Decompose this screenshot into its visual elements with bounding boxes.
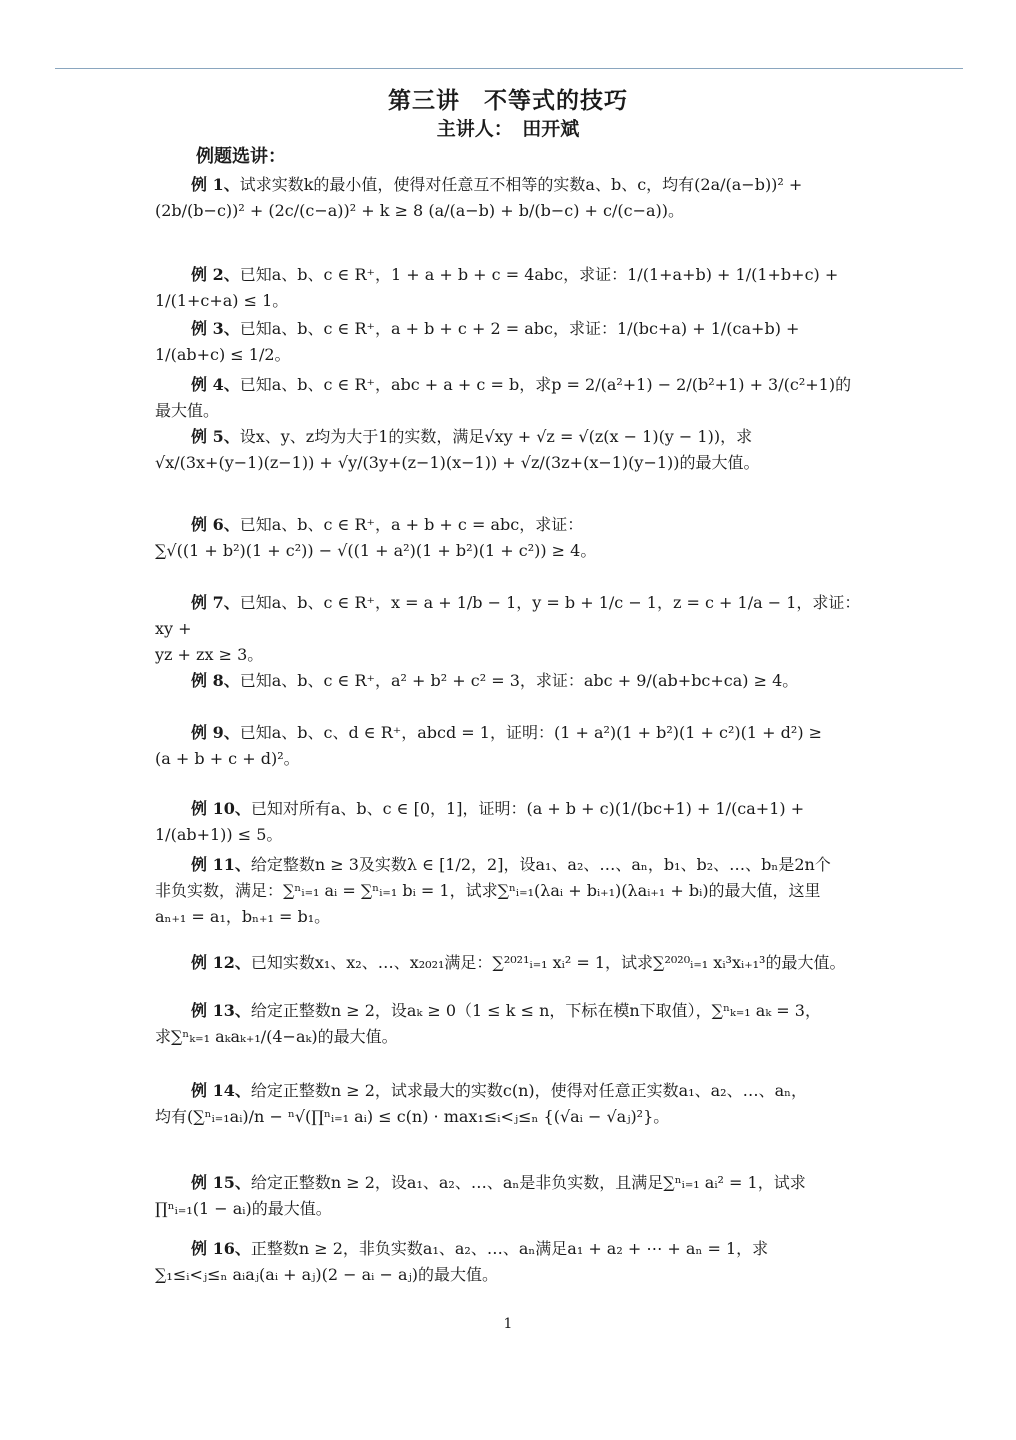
problem-text: 正整数n ≥ 2，非负实数a₁、a₂、…、aₙ满足a₁ + a₂ + ⋯ + aₙ = 1，求 [250,1239,769,1258]
problem-5 [155,424,867,476]
problem-text: 给定正整数n ≥ 2，设aₖ ≥ 0（1 ≤ k ≤ n，下标在模n下取值），∑ⁿₖ₌₁ aₖ = 3， [250,1001,821,1020]
problem-12 [155,950,867,976]
problem-label: 例 11、 [191,855,251,874]
problem-text: 设x、y、z均为大于1的实数，满足√xy + √z = √(z(x − 1)(y − 1))，求 [239,427,753,446]
problem-text: 已知a、b、c ∈ R⁺，a² + b² + c² = 3，求证：abc + 9/(ab+bc+ca) ≥ 4。 [239,671,799,690]
problem-label: 例 14、 [191,1081,251,1100]
problem-text: 已知a、b、c ∈ R⁺，a + b + c = abc，求证： [239,515,584,534]
problem-text: 已知a、b、c ∈ R⁺，x = a + 1/b − 1，y = b + 1/c − 1，z = c + 1/a − 1，求证：xy + [155,593,861,638]
problem-text: 均有(∑ⁿᵢ₌₁aᵢ)/n − ⁿ√(∏ⁿᵢ₌₁ aᵢ) ≤ c(n) · max₁≤ᵢ<ⱼ≤ₙ {(√aᵢ − √aⱼ)²}。 [155,1107,670,1126]
problem-3 [155,316,867,368]
problem-text: yz + zx ≥ 3。 [155,645,264,664]
problem-label: 例 16、 [191,1239,251,1258]
problem-text: 试求实数k的最小值，使得对任意互不相等的实数a、b、c，均有(2a/(a−b))² + [239,175,803,194]
problem-text: ∑√((1 + b²)(1 + c²)) − √((1 + a²)(1 + b²)(1 + c²)) ≥ 4。 [155,541,597,560]
lecturer-line: 主讲人： 田开斌 [436,118,580,140]
problem-text: 非负实数，满足：∑ⁿᵢ₌₁ aᵢ = ∑ⁿᵢ₌₁ bᵢ = 1，试求∑ⁿᵢ₌₁(λaᵢ + bᵢ₊₁)(λaᵢ₊₁ + bᵢ)的最大值，这里 [155,881,821,900]
page-number: 1 [503,1316,513,1332]
page-title: 第三讲 不等式的技巧 [388,87,628,114]
header-rule [55,68,963,69]
problem-text: (a + b + c + d)²。 [155,749,300,768]
problem-14 [155,1078,867,1130]
problem-text: ∑₁≤ᵢ<ⱼ≤ₙ aᵢaⱼ(aᵢ + aⱼ)(2 − aᵢ − aⱼ)的最大值。 [155,1265,498,1284]
problem-text: 给定正整数n ≥ 2，试求最大的实数c(n)，使得对任意正实数a₁、a₂、…、aₙ， [250,1081,808,1100]
problem-text: 已知a、b、c、d ∈ R⁺，abcd = 1，证明：(1 + a²)(1 + b²)(1 + c²)(1 + d²) ≥ [239,723,823,742]
problem-text: 已知a、b、c ∈ R⁺，abc + a + c = b，求p = 2/(a²+1) − 2/(b²+1) + 3/(c²+1)的最大值。 [155,375,852,420]
problem-label: 例 3、 [191,319,240,338]
problem-9 [155,720,867,772]
section-heading: 例题选讲： [196,146,286,167]
problem-label: 例 5、 [191,427,240,446]
problem-text: ∏ⁿᵢ₌₁(1 − aᵢ)的最大值。 [155,1199,332,1218]
problem-label: 例 2、 [191,265,240,284]
problem-label: 例 8、 [191,671,240,690]
problem-16 [155,1236,867,1288]
problem-text: 求∑ⁿₖ₌₁ aₖaₖ₊₁/(4−aₖ)的最大值。 [155,1027,398,1046]
problem-text: 已知对所有a、b、c ∈ [0，1]，证明：(a + b + c)(1/(bc+1) + 1/(ca+1) + 1/(ab+1)) ≤ 5。 [155,799,805,844]
problem-label: 例 7、 [191,593,240,612]
problem-15 [155,1170,867,1222]
problem-6 [155,512,867,564]
problem-text: 已知实数x₁、x₂、…、x₂₀₂₁满足：∑²⁰²¹ᵢ₌₁ xᵢ² = 1，试求∑²⁰²⁰ᵢ₌₁ xᵢ³xᵢ₊₁³的最大值。 [250,953,846,972]
problem-label: 例 10、 [191,799,251,818]
problem-text: aₙ₊₁ = a₁，bₙ₊₁ = b₁。 [155,907,331,926]
problem-13 [155,998,867,1050]
problem-label: 例 15、 [191,1173,251,1192]
problem-text: (2b/(b−c))² + (2c/(c−a))² + k ≥ 8 (a/(a−b) + b/(b−c) + c/(c−a))。 [155,201,685,220]
problem-label: 例 1、 [191,175,240,194]
problem-1 [155,172,867,224]
problem-label: 例 6、 [191,515,240,534]
problem-11 [155,852,867,930]
problem-2 [155,262,867,314]
problem-text: 给定整数n ≥ 3及实数λ ∈ [1/2，2]，设a₁、a₂、…、aₙ，b₁、b₂、…、bₙ是2n个 [250,855,831,874]
problem-7 [155,590,867,668]
problem-text: √x/(3x+(y−1)(z−1)) + √y/(3y+(z−1)(x−1)) + √z/(3z+(x−1)(y−1))的最大值。 [155,453,760,472]
problem-label: 例 12、 [191,953,251,972]
problem-8 [155,668,867,694]
problem-text: 已知a、b、c ∈ R⁺，a + b + c + 2 = abc，求证：1/(bc+a) + 1/(ca+b) + 1/(ab+c) ≤ 1/2。 [155,319,800,364]
problem-label: 例 4、 [191,375,240,394]
problem-text: 已知a、b、c ∈ R⁺，1 + a + b + c = 4abc，求证：1/(1+a+b) + 1/(1+b+c) + 1/(1+c+a) ≤ 1。 [155,265,839,310]
problem-4 [155,372,867,424]
problem-label: 例 13、 [191,1001,251,1020]
problem-text: 给定正整数n ≥ 2，设a₁、a₂、…、aₙ是非负实数，且满足∑ⁿᵢ₌₁ aᵢ² = 1，试求 [250,1173,806,1192]
problem-10 [155,796,867,848]
problem-label: 例 9、 [191,723,240,742]
